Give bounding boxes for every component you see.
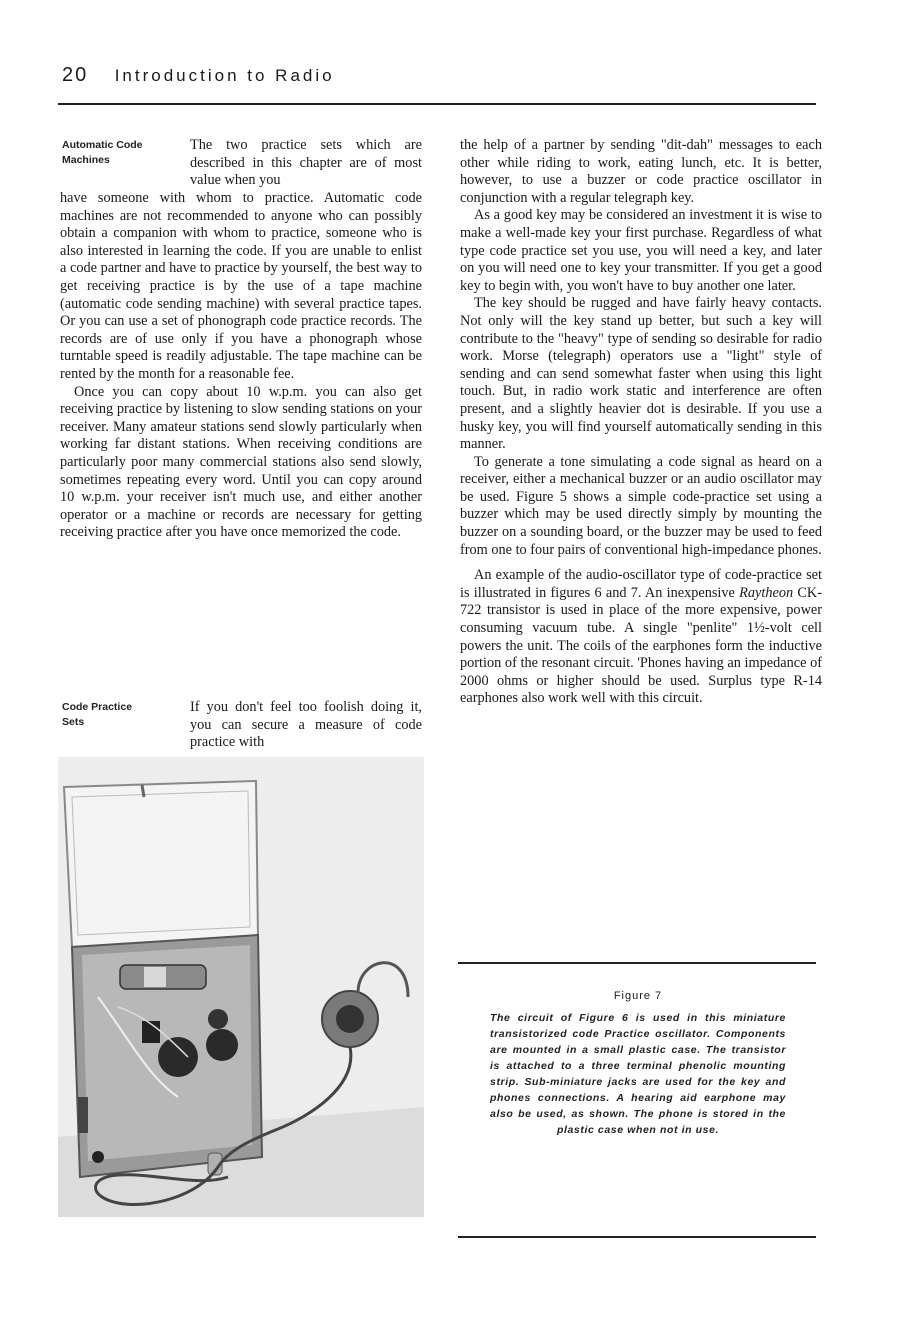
right-paragraph-5-end: CK-722 transistor is used in place of the more expensive, power consuming vacuum tube. A single "penlite" 1½-volt cell powers the unit. The coils of the earphones form the inductive portion of the resonant circuit. 'Phones having an impedance of 2000 ohms or higher should be used. Surplus type R-14 earphones also work well with this circuit. xyxy=(460,584,822,707)
right-paragraph-1: the help of a partner by sending "dit-dah" messages to each other while riding to work, eating lunch, etc. It is better, however, to use a buzzer or code practice oscillator in conjunction with a regular telegraph key. xyxy=(460,137,822,206)
right-paragraph-4: To generate a tone simulating a code signal as heard on a receiver, either a mechanical buzzer or an audio oscillator may be used. Figure 5 shows a simple code-practice set using a buzzer which may be used directly simply by mounting the buzzer on a sounding board, or the buzzer may be used to feed from one to four pairs of conventional high-impedance phones. xyxy=(460,453,822,558)
right-paragraph-5 xyxy=(460,567,822,708)
figure-label: Figure 7 xyxy=(613,990,663,1002)
figure-bottom-rule xyxy=(458,1236,816,1238)
figure-caption: The circuit of Figure 6 is used in this miniature transistorized code Practice oscillator. Components are mounted in a small plastic case. The transistor is attached to a three terminal phenolic mounting strip. Sub-miniature jacks are used for the key and phones connections. A hearing aid earphone may also be used, as shown. The phone is stored in the plastic case when not in use. xyxy=(490,1012,786,1136)
code-practice-oscillator-photo xyxy=(58,757,424,1217)
header-rule xyxy=(58,103,816,105)
left-paragraph-2: Once you can copy about 10 w.p.m. you can also get receiving practice by listening to slow sending stations on your receiver. Many amateur stations send slowly particularly when working far distant stations. When receiving conditions are particularly poor many commercial stations also send slowly, sometimes repeating every word. Until you can copy around 10 w.p.m. your receiver isn't much use, and either another operator or a machine or records are necessary for getting receiving practice after you have once memorized the code. xyxy=(60,383,422,541)
left-column-body xyxy=(60,190,422,542)
right-paragraph-2: As a good key may be considered an investment it is wise to make a well-made key your first purchase. Regardless of what type code practice set you use, you will need a key, and later on you will need one to key your transmitter. If you get a good key to begin with, you won't have to buy another one later. xyxy=(460,207,822,294)
sidetext-automatic-code: The two practice sets which are described in this chapter are of most value when you xyxy=(190,137,422,189)
page-number: 20 xyxy=(62,64,89,86)
right-paragraph-3: The key should be rugged and have fairly heavy contacts. Not only will the key stand up better, but such a key will contribute to the "heavy" type of sending so desirable for radio work. Morse (telegraph) operators use a "light" style of sending and can send somewhat faster when using this light touch. But, in radio work static and interference are often present, and a slightly heavier dot is desirable. If you use a husky key, you will find yourself automatically sending in this manner. xyxy=(460,295,822,453)
left-paragraph-1: have someone with whom to practice. Automatic code machines are not recommended to anyone who can possibly obtain a companion with whom to practice, someone who is also interested in learning the code. If you are unable to enlist a code partner and have to practice by yourself, the best way to get receiving practice is by the use of a tape machine (automatic code sending machine) with several practice tapes. Or you can use a set of phonograph code practice records. The records are of use only if you have a phonograph whose turntable speed is readily adjustable. The tape machine can be rented by the month for a reasonable fee. xyxy=(60,190,422,382)
brand-name: Raytheon xyxy=(739,584,794,601)
sidehead-automatic-code-machines: Automatic Code Machines xyxy=(62,139,143,166)
right-paragraph-5-start: An example of the audio-oscillator type of code-practice set is illustrated in figures 6 and 7. An inexpensive xyxy=(460,567,822,601)
sidetext-code-practice: If you don't feel too foolish doing it, you can secure a measure of code practice with xyxy=(190,699,422,751)
figure-top-rule xyxy=(458,962,816,964)
right-column-body xyxy=(460,137,822,708)
page-header xyxy=(62,64,335,87)
running-title: Introduction to Radio xyxy=(114,66,335,85)
sidehead-code-practice-sets: Code Practice Sets xyxy=(62,701,133,728)
